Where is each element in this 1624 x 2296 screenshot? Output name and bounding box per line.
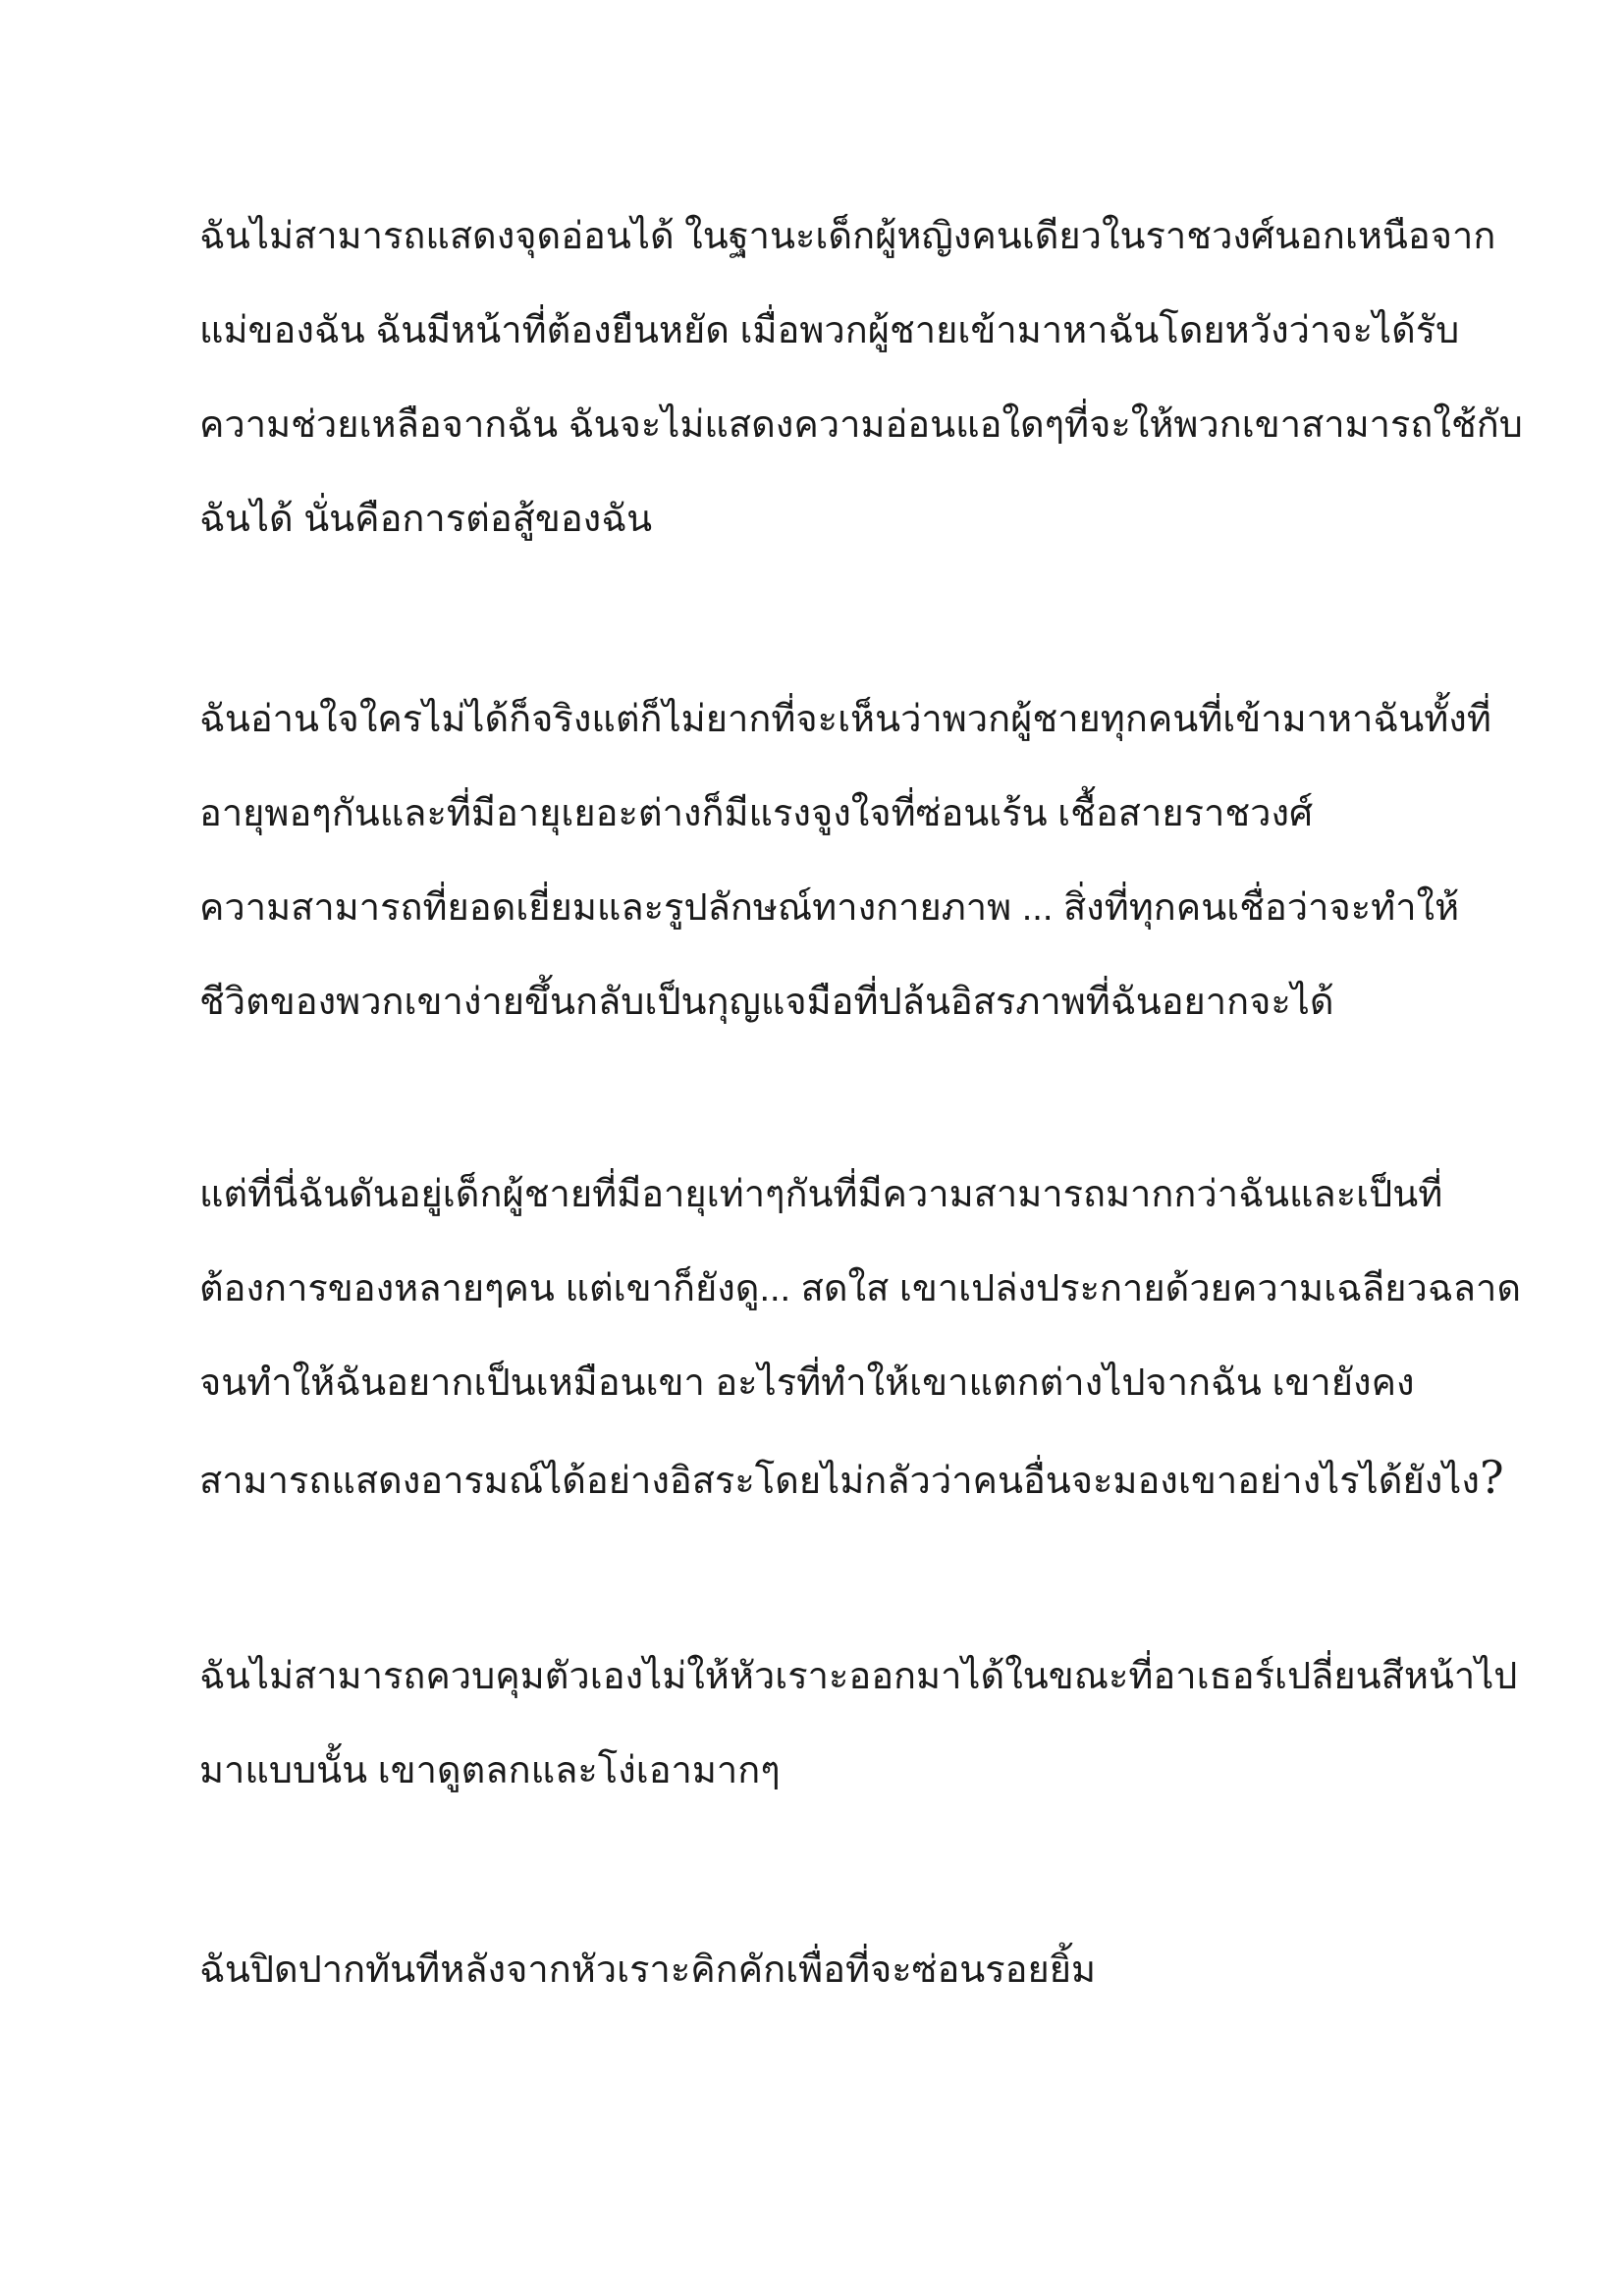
paragraph-1 bbox=[199, 189, 1523, 566]
paragraph-3 bbox=[199, 1148, 1522, 1528]
text-line: ความช่วยเหลือจากฉัน ฉันจะไม่แสดงความอ่อนแอใดๆที่จะให้พวกเขาสามารถใช้กับ bbox=[199, 404, 1523, 446]
question-mark: ? bbox=[1479, 1451, 1504, 1504]
text-line: แต่ที่นี่ฉันดันอยู่เด็กผู้ชายที่มีอายุเท่าๆกันที่มีความสามารถมากกว่าฉันและเป็นที่ bbox=[199, 1174, 1443, 1215]
text-line: มาแบบนั้น เขาดูตลกและโง่เอามากๆ bbox=[199, 1750, 781, 1791]
text-line: ฉันไม่สามารถแสดงจุดอ่อนได้ ในฐานะเด็กผู้หญิงคนเดียวในราชวงศ์นอกเหนือจาก bbox=[199, 216, 1496, 257]
text-line: ต้องการของหลายๆคน แต่เขาก็ยังดู... สดใส เขาเปล่งประกายด้วยความเฉลียวฉลาด bbox=[199, 1268, 1522, 1309]
text-line: อายุพอๆกันและที่มีอายุเยอะต่างก็มีแรงจูงใจที่ซ่อนเร้น เชื้อสายราชวงศ์ bbox=[199, 793, 1314, 834]
text-line-body: สามารถแสดงอารมณ์ได้อย่างอิสระโดยไม่กลัวว่าคนอื่นจะมองเขาอย่างไรได้ยังไง bbox=[199, 1461, 1480, 1502]
text-line: ชีวิตของพวกเขาง่ายขึ้นกลับเป็นกุญแจมือที่ปล้นอิสรภาพที่ฉันอยากจะได้ bbox=[199, 982, 1334, 1023]
paragraph-2 bbox=[199, 672, 1491, 1049]
text-line: ฉันไม่สามารถควบคุมตัวเองไม่ให้หัวเราะออกมาได้ในขณะที่อาเธอร์เปลี่ยนสีหน้าไป bbox=[199, 1656, 1518, 1697]
text-line: ฉันปิดปากทันทีหลังจากหัวเราะคิกคักเพื่อที่จะซ่อนรอยยิ้ม bbox=[199, 1949, 1097, 1991]
text-line: ความสามารถที่ยอดเยี่ยมและรูปลักษณ์ทางกายภาพ ... สิ่งที่ทุกคนเชื่อว่าจะทำให้ bbox=[199, 887, 1460, 929]
paragraph-5 bbox=[199, 1923, 1466, 2017]
text-line: จนทำให้ฉันอยากเป็นเหมือนเขา อะไรที่ทำให้เขาแตกต่างไปจากฉัน เขายังคง bbox=[199, 1362, 1415, 1404]
text-line: ฉันอ่านใจใครไม่ได้ก็จริงแต่ก็ไม่ยากที่จะเห็นว่าพวกผู้ชายทุกคนที่เข้ามาหาฉันทั้งที่ bbox=[199, 699, 1491, 740]
text-line: แม่ของฉัน ฉันมีหน้าที่ต้องยืนหยัด เมื่อพวกผู้ชายเข้ามาหาฉันโดยหวังว่าจะได้รับ bbox=[199, 310, 1460, 351]
text-line-last bbox=[199, 1430, 1504, 1528]
paragraph-4 bbox=[199, 1629, 1518, 1818]
text-line: ฉันได้ นั่นคือการต่อสู้ของฉัน bbox=[199, 499, 653, 540]
